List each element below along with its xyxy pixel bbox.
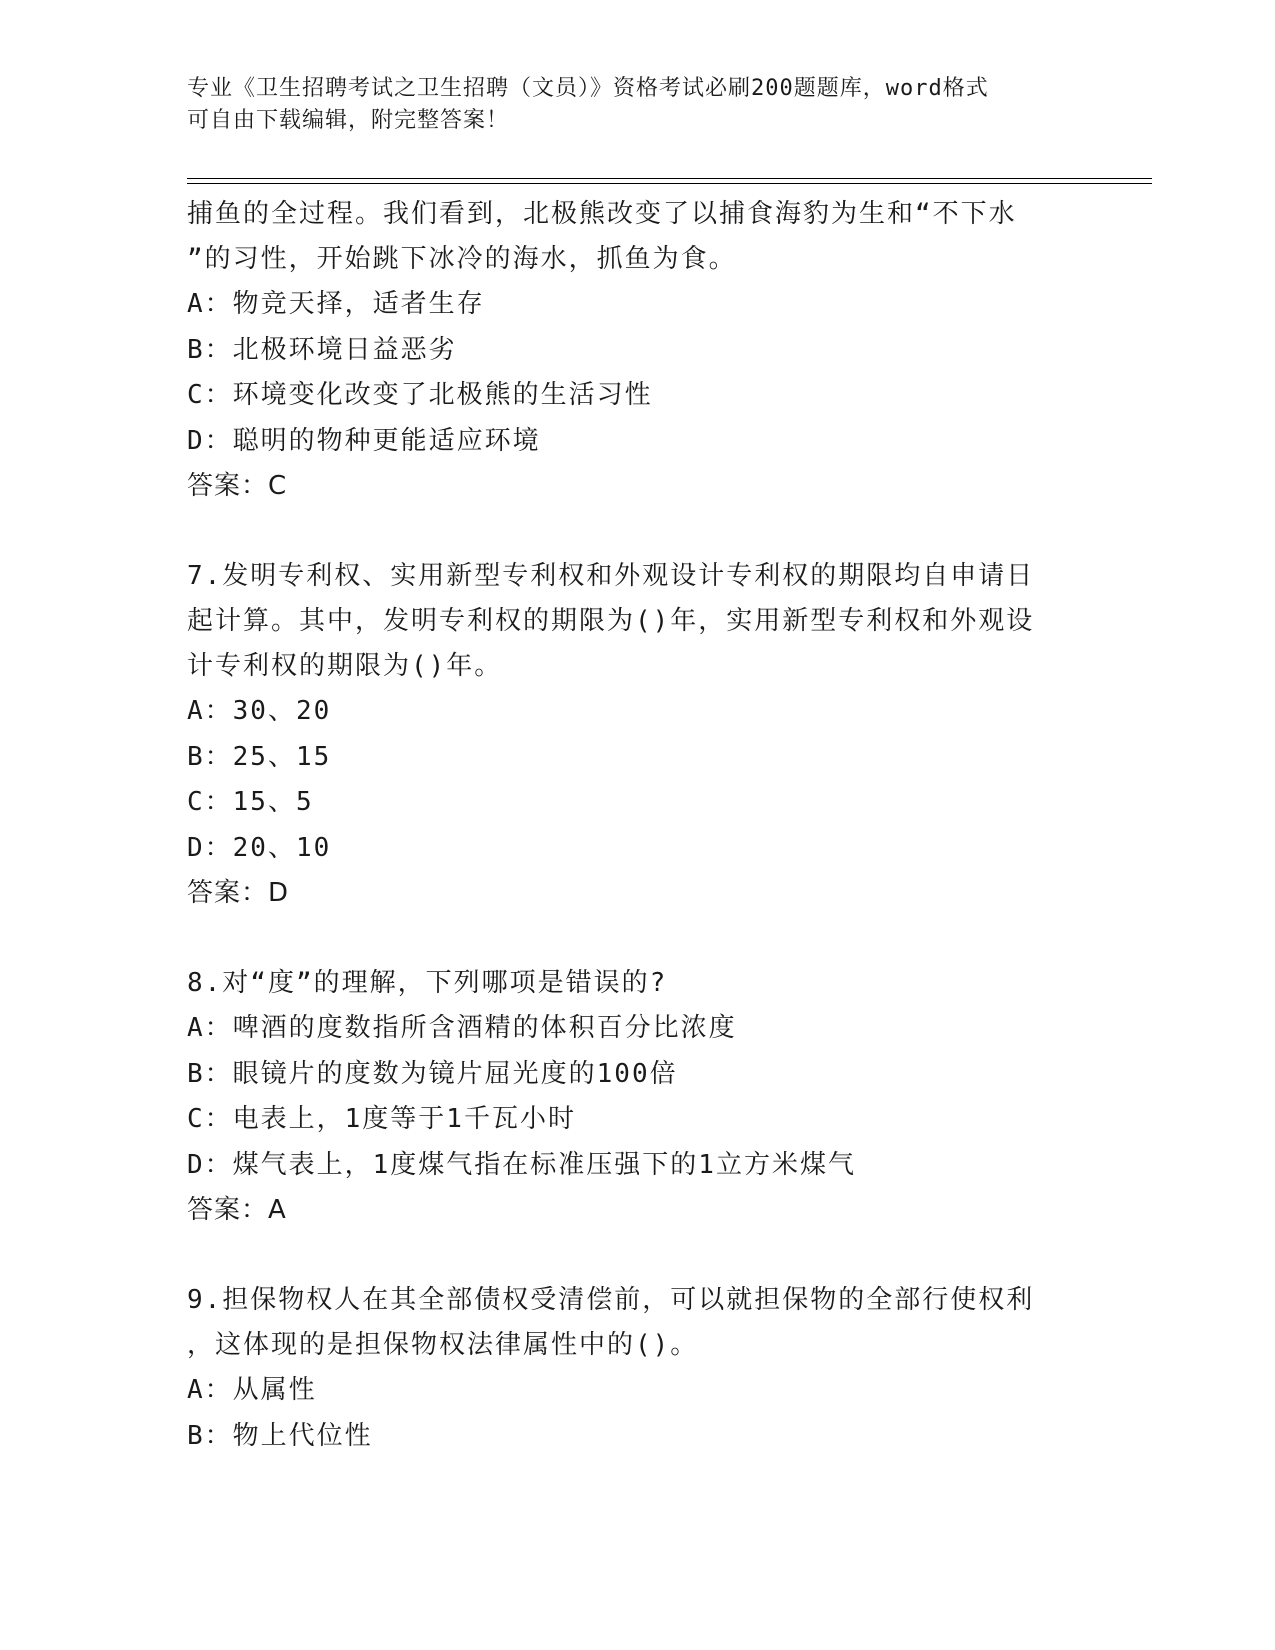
option-a: A：30、20 xyxy=(187,696,332,726)
option-b: B：眼镜片的度数为镜片屈光度的100倍 xyxy=(187,1058,678,1089)
question-stem-line: 计专利权的期限为()年。 xyxy=(187,651,503,681)
question-stem-line: ，这体现的是担保物权法律属性中的()。 xyxy=(187,1330,699,1360)
question-stem-line: 起计算。其中，发明专利权的期限为()年，实用新型专利权和外观设 xyxy=(187,606,1035,636)
question-6 xyxy=(187,192,1067,509)
question-stem-line: 7.发明专利权、实用新型专利权和外观设计专利权的期限均自申请日 xyxy=(187,561,1035,591)
document-body xyxy=(187,192,1067,1459)
option-b: B：25、15 xyxy=(187,741,332,772)
option-c: C：电表上，1度等于1千瓦小时 xyxy=(187,1104,576,1134)
option-c: C：环境变化改变了北极熊的生活习性 xyxy=(187,380,653,410)
question-stem-line: ”的习性，开始跳下冰冷的海水，抓鱼为食。 xyxy=(187,244,737,274)
option-c: C：15、5 xyxy=(187,787,314,817)
option-b: B：物上代位性 xyxy=(187,1420,373,1451)
option-d: D：聪明的物种更能适应环境 xyxy=(187,425,541,456)
header-double-rule xyxy=(187,178,1152,184)
spacer xyxy=(187,916,1067,961)
answer: 答案：A xyxy=(187,1195,287,1225)
question-7 xyxy=(187,554,1067,916)
header-line-2: 可自由下载编辑，附完整答案！ xyxy=(187,108,510,133)
page-header xyxy=(187,73,1087,137)
question-9 xyxy=(187,1278,1067,1459)
answer: 答案：D xyxy=(187,878,290,908)
option-d: D：煤气表上，1度煤气指在标准压强下的1立方米煤气 xyxy=(187,1149,856,1180)
option-b: B：北极环境日益恶劣 xyxy=(187,334,457,365)
option-a: A：啤酒的度数指所含酒精的体积百分比浓度 xyxy=(187,1013,737,1043)
question-stem-line: 8.对“度”的理解，下列哪项是错误的? xyxy=(187,968,668,998)
header-line-1: 专业《卫生招聘考试之卫生招聘（文员）》资格考试必刷200题题库，word格式 xyxy=(187,76,989,101)
option-d: D：20、10 xyxy=(187,832,332,863)
answer: 答案：C xyxy=(187,471,288,501)
spacer xyxy=(187,509,1067,554)
spacer xyxy=(187,1233,1067,1278)
option-a: A：从属性 xyxy=(187,1375,317,1405)
option-a: A：物竞天择，适者生存 xyxy=(187,289,485,319)
question-stem-line: 捕鱼的全过程。我们看到，北极熊改变了以捕食海豹为生和“不下水 xyxy=(187,199,1017,229)
question-8 xyxy=(187,961,1067,1233)
question-stem-line: 9.担保物权人在其全部债权受清偿前，可以就担保物的全部行使权利 xyxy=(187,1285,1035,1315)
